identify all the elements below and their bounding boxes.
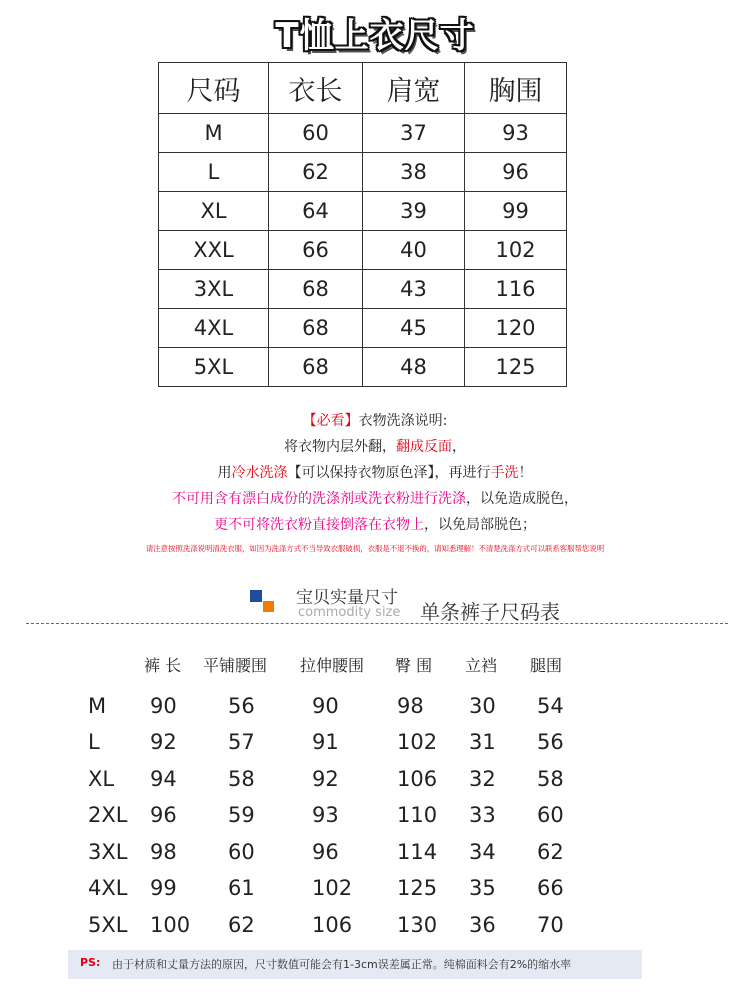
wash-highlight: 不可用含有漂白成份的洗涤剂或洗衣粉进行洗涤 [172, 491, 466, 507]
pants-cell: 30 [469, 694, 496, 718]
pants-cell: 36 [469, 913, 496, 937]
pants-cell: 35 [469, 876, 496, 900]
pants-cell: 92 [150, 730, 177, 754]
wash-highlight: 翻成反面 [396, 439, 452, 455]
shirt-size-table [158, 62, 567, 387]
table-cell: 43 [363, 270, 465, 309]
pants-cell: 56 [228, 694, 255, 718]
icon-square-blue [250, 590, 262, 602]
table-cell: 39 [363, 192, 465, 231]
pants-cell: 102 [397, 730, 438, 754]
wash-highlight: 手洗 [490, 465, 519, 481]
pants-cell: 98 [397, 694, 424, 718]
pants-cell: 125 [397, 876, 438, 900]
footnote-label: PS: [80, 956, 101, 969]
table-cell: 120 [465, 309, 567, 348]
header-cell: 尺码 [159, 63, 269, 114]
pants-cell: 96 [312, 840, 339, 864]
table-row [159, 270, 567, 309]
wash-text: 用 [217, 465, 232, 481]
table-cell: 125 [465, 348, 567, 387]
wash-text: 【可以保持衣物原色泽】，再进行 [287, 465, 491, 481]
table-row [159, 153, 567, 192]
table-header-row [159, 63, 567, 114]
table-cell: 3XL [159, 270, 269, 309]
wash-text: ！ [518, 465, 533, 481]
table-cell: 62 [269, 153, 363, 192]
pants-cell: 31 [469, 730, 496, 754]
pants-cell: 130 [397, 913, 438, 937]
washing-instructions [0, 408, 750, 560]
table-row [159, 114, 567, 153]
table-cell: 60 [269, 114, 363, 153]
table-cell: 48 [363, 348, 465, 387]
header-cell: 衣长 [269, 63, 363, 114]
pants-header-cell: 臀 围 [395, 656, 433, 675]
pants-cell: 106 [397, 767, 438, 791]
icon-square-orange [263, 601, 274, 612]
table-cell: 37 [363, 114, 465, 153]
pants-size-label: M [88, 694, 107, 718]
pants-cell: 114 [397, 840, 438, 864]
pants-cell: 100 [150, 913, 191, 937]
table-cell: 5XL [159, 348, 269, 387]
section-subheading: commodity size [298, 605, 401, 620]
wash-line [0, 434, 750, 460]
table-cell: 45 [363, 309, 465, 348]
table-cell: 4XL [159, 309, 269, 348]
pants-cell: 90 [150, 694, 177, 718]
pants-size-label: L [88, 730, 100, 754]
pants-cell: 60 [537, 803, 564, 827]
table-cell: 38 [363, 153, 465, 192]
pants-size-label: 3XL [88, 840, 128, 864]
table-cell: 102 [465, 231, 567, 270]
table-cell: 68 [269, 348, 363, 387]
pants-cell: 98 [150, 840, 177, 864]
table-row [159, 309, 567, 348]
wash-highlight: 更不可将洗衣粉直接倒落在衣物上 [214, 517, 424, 533]
pants-cell: 90 [312, 694, 339, 718]
header-cell: 胸围 [465, 63, 567, 114]
pants-cell: 110 [397, 803, 438, 827]
table-row [159, 348, 567, 387]
pants-cell: 106 [312, 913, 353, 937]
wash-text: 将衣物内层外翻， [284, 439, 396, 455]
pants-cell: 94 [150, 767, 177, 791]
pants-table-title: 单条裤子尺码表 [420, 600, 560, 624]
pants-cell: 33 [469, 803, 496, 827]
pants-size-label: XL [88, 767, 115, 791]
pants-cell: 102 [312, 876, 353, 900]
table-cell: 93 [465, 114, 567, 153]
pants-cell: 34 [469, 840, 496, 864]
table-cell: 68 [269, 309, 363, 348]
pants-cell: 92 [312, 767, 339, 791]
table-row [159, 231, 567, 270]
table-cell: L [159, 153, 269, 192]
table-cell: XXL [159, 231, 269, 270]
wash-line [0, 460, 750, 486]
pants-header-cell: 腿围 [530, 656, 563, 675]
pants-cell: 54 [537, 694, 564, 718]
wash-text: ， [452, 439, 466, 455]
table-row [159, 192, 567, 231]
pants-size-label: 2XL [88, 803, 128, 827]
pants-cell: 62 [537, 840, 564, 864]
pants-cell: 60 [228, 840, 255, 864]
table-cell: M [159, 114, 269, 153]
pants-header-cell: 平铺腰围 [203, 656, 268, 675]
pants-size-label: 5XL [88, 913, 128, 937]
pants-cell: 59 [228, 803, 255, 827]
pants-cell: 58 [228, 767, 255, 791]
wash-notice: 请注意按照洗涤说明清洗衣服，如因为洗涤方式不当导致衣服破损，衣服是不退不换的，请知悉理解！不清楚洗涤方式可以联系客服帮您说明 [145, 544, 605, 553]
table-cell: 64 [269, 192, 363, 231]
wash-line [0, 512, 750, 538]
pants-header-cell: 裤 长 [144, 656, 182, 675]
pants-cell: 99 [150, 876, 177, 900]
pants-header-cell: 立裆 [465, 656, 498, 675]
table-cell: 66 [269, 231, 363, 270]
wash-highlight: 冷水洗涤 [231, 465, 288, 481]
pants-cell: 66 [537, 876, 564, 900]
wash-line [0, 408, 750, 434]
pants-size-label: 4XL [88, 876, 128, 900]
table-cell: 40 [363, 231, 465, 270]
table-cell: XL [159, 192, 269, 231]
page-title: T恤上衣尺寸 [275, 16, 475, 56]
header-cell: 肩宽 [363, 63, 465, 114]
pants-cell: 56 [537, 730, 564, 754]
table-cell: 96 [465, 153, 567, 192]
stacked-squares-icon [250, 590, 278, 616]
pants-cell: 32 [469, 767, 496, 791]
pants-cell: 62 [228, 913, 255, 937]
wash-line [0, 486, 750, 512]
pants-cell: 70 [537, 913, 564, 937]
table-cell: 99 [465, 192, 567, 231]
pants-cell: 96 [150, 803, 177, 827]
section-heading: 宝贝实量尺寸 [296, 588, 398, 608]
wash-text: ，以免造成脱色， [466, 491, 578, 507]
pants-cell: 58 [537, 767, 564, 791]
pants-header-cell: 拉伸腰围 [300, 656, 365, 675]
pants-cell: 61 [228, 876, 255, 900]
pants-cell: 57 [228, 730, 255, 754]
footnote-bar [68, 950, 642, 979]
wash-text: ，以免局部脱色； [424, 517, 536, 533]
dashed-divider [26, 623, 728, 624]
table-cell: 116 [465, 270, 567, 309]
must-read-tag: 【必看】 [302, 413, 359, 429]
pants-cell: 91 [312, 730, 339, 754]
table-cell: 68 [269, 270, 363, 309]
wash-text: 衣物洗涤说明: [358, 413, 448, 429]
pants-cell: 93 [312, 803, 339, 827]
footnote-text: 由于材质和丈量方法的原因，尺寸数值可能会有1-3cm误差属正常。纯棉面料会有2%的缩水率 [112, 958, 572, 971]
